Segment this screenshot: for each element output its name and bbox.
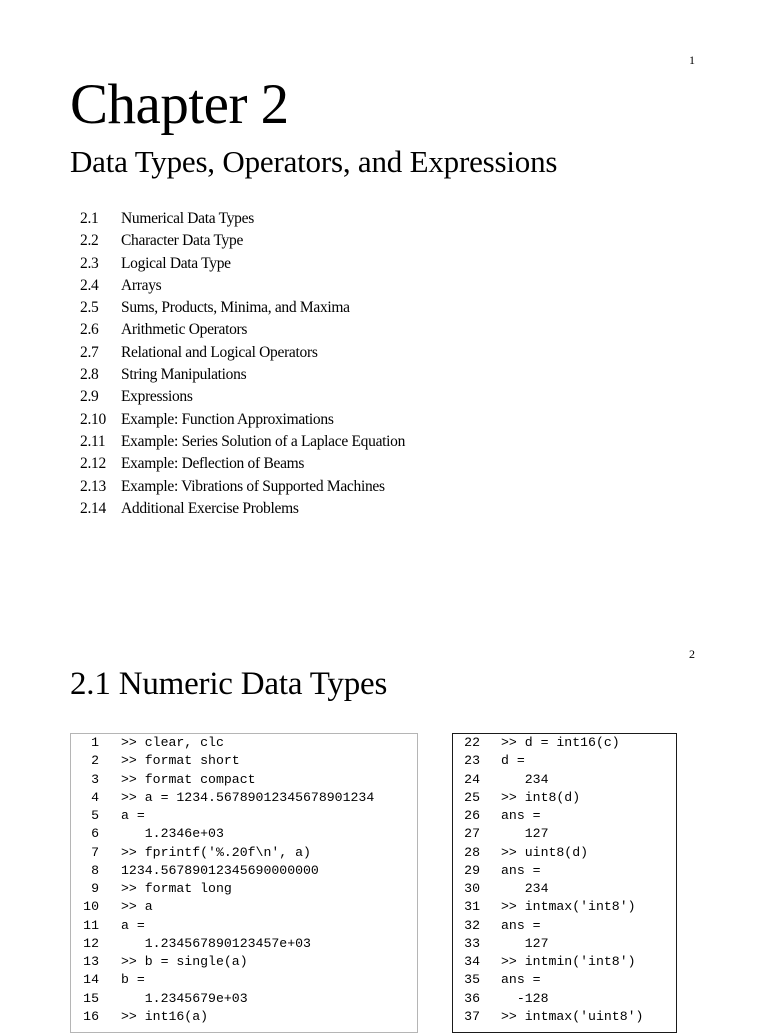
code-text: >> intmax('int8') xyxy=(501,899,636,915)
toc-item-number: 2.7 xyxy=(80,343,99,361)
line-number: 23 xyxy=(464,753,480,769)
line-number: 26 xyxy=(464,808,480,823)
line-number: 8 xyxy=(91,862,99,878)
line-number: 14 xyxy=(83,972,99,988)
line-number: 33 xyxy=(464,935,480,951)
toc-item-number: 2.10 xyxy=(80,410,106,428)
toc-item-number: 2.12 xyxy=(80,455,106,473)
code-line xyxy=(71,862,417,880)
chapter-subtitle: Data Types, Operators, and Expressions xyxy=(70,144,558,179)
toc-item xyxy=(80,386,405,408)
code-line xyxy=(453,953,676,971)
toc-item xyxy=(80,253,405,275)
code-line xyxy=(71,953,417,971)
code-line xyxy=(453,1008,676,1026)
toc-item xyxy=(80,342,405,364)
code-line xyxy=(71,935,417,953)
code-line xyxy=(71,844,417,862)
code-line xyxy=(453,752,676,770)
line-number: 16 xyxy=(83,1008,99,1024)
toc-item-title: Example: Deflection of Beams xyxy=(121,455,305,473)
toc-item xyxy=(80,319,405,341)
code-text: >> clear, clc xyxy=(121,735,224,750)
line-number: 7 xyxy=(91,844,99,860)
code-line xyxy=(453,935,676,953)
line-number: 30 xyxy=(464,881,480,896)
page-number: 1 xyxy=(689,53,695,67)
line-number: 25 xyxy=(464,789,480,805)
code-text: ans = xyxy=(501,917,541,933)
code-line xyxy=(71,971,417,989)
line-number: 10 xyxy=(83,899,99,915)
code-line xyxy=(71,807,417,825)
code-text: ans = xyxy=(501,972,541,988)
code-text: >> b = single(a) xyxy=(121,954,248,969)
toc-item-title: Example: Function Approximations xyxy=(121,410,334,428)
code-line xyxy=(453,971,676,989)
line-number: 34 xyxy=(464,954,480,969)
line-number: 32 xyxy=(464,917,480,933)
code-line xyxy=(453,990,676,1008)
code-text: ans = xyxy=(501,862,541,878)
toc-item-title: Example: Vibrations of Supported Machines xyxy=(121,477,385,495)
line-number: 24 xyxy=(464,771,480,787)
toc-item-number: 2.6 xyxy=(80,321,99,339)
code-text: a = xyxy=(121,917,145,933)
code-text: >> int8(d) xyxy=(501,789,581,805)
code-text: >> format compact xyxy=(121,771,256,787)
code-line xyxy=(71,825,417,843)
code-text: 234 xyxy=(501,881,549,896)
code-line xyxy=(71,771,417,789)
code-listing-left xyxy=(70,733,418,1033)
toc-item-title: Relational and Logical Operators xyxy=(121,343,318,361)
line-number: 29 xyxy=(464,862,480,878)
line-number: 22 xyxy=(464,735,480,750)
toc-item-number: 2.4 xyxy=(80,276,99,294)
code-text: d = xyxy=(501,753,525,769)
line-number: 31 xyxy=(464,899,480,915)
toc-item-title: Expressions xyxy=(121,388,193,406)
line-number: 27 xyxy=(464,826,480,842)
code-text: b = xyxy=(121,972,145,988)
code-text: >> format long xyxy=(121,881,232,896)
line-number: 12 xyxy=(83,935,99,951)
line-number: 5 xyxy=(91,808,99,823)
toc-item-number: 2.1 xyxy=(80,210,99,227)
code-text: >> int16(a) xyxy=(121,1008,209,1024)
toc-item xyxy=(80,208,405,230)
toc-item xyxy=(80,230,405,252)
line-number: 13 xyxy=(83,954,99,969)
page-number: 2 xyxy=(689,647,695,661)
toc-item-number: 2.9 xyxy=(80,388,99,406)
code-line xyxy=(71,917,417,935)
toc-item xyxy=(80,431,405,453)
code-text: >> uint8(d) xyxy=(501,844,589,860)
code-line xyxy=(453,862,676,880)
line-number: 37 xyxy=(464,1008,480,1024)
line-number: 2 xyxy=(91,753,99,769)
code-text: >> format short xyxy=(121,753,240,769)
line-number: 15 xyxy=(83,990,99,1006)
line-number: 28 xyxy=(464,844,480,860)
toc-item-title: Example: Series Solution of a Laplace Equation xyxy=(121,432,406,450)
toc-item-number: 2.2 xyxy=(80,232,99,250)
code-line xyxy=(71,1008,417,1026)
code-line xyxy=(453,807,676,825)
code-text: ans = xyxy=(501,808,541,823)
line-number: 9 xyxy=(91,881,99,896)
line-number: 6 xyxy=(91,826,99,842)
toc-item xyxy=(80,364,405,386)
line-number: 36 xyxy=(464,990,480,1006)
toc-item-number: 2.3 xyxy=(80,254,99,272)
code-line xyxy=(453,825,676,843)
toc-item xyxy=(80,498,405,520)
code-line xyxy=(453,917,676,935)
code-listing-right xyxy=(452,733,677,1033)
code-text: >> d = int16(c) xyxy=(501,735,620,750)
code-text: 234 xyxy=(501,771,549,787)
code-text: 1.2345679e+03 xyxy=(121,990,248,1006)
code-line xyxy=(71,734,417,752)
toc-item-number: 2.14 xyxy=(80,499,106,517)
toc-item xyxy=(80,297,405,319)
code-line xyxy=(71,752,417,770)
toc-item-title: Arrays xyxy=(121,276,162,294)
line-number: 11 xyxy=(83,917,99,933)
code-text: a = xyxy=(121,808,145,823)
toc-item-title: Numerical Data Types xyxy=(121,210,254,227)
code-text: -128 xyxy=(501,990,549,1006)
code-text: 1.234567890123457e+03 xyxy=(121,935,311,951)
code-line xyxy=(453,734,676,752)
toc-item xyxy=(80,453,405,475)
code-line xyxy=(71,990,417,1008)
code-text: 127 xyxy=(501,935,549,951)
code-text: >> fprintf('%.20f\n', a) xyxy=(121,844,311,860)
code-line xyxy=(71,898,417,916)
code-text: >> a = 1234.56789012345678901234 xyxy=(121,789,375,805)
code-line xyxy=(71,880,417,898)
toc-item-title: Logical Data Type xyxy=(121,254,231,272)
toc-item-number: 2.13 xyxy=(80,477,106,495)
code-line xyxy=(453,771,676,789)
table-of-contents xyxy=(80,208,405,520)
toc-item xyxy=(80,476,405,498)
line-number: 35 xyxy=(464,972,480,988)
line-number: 1 xyxy=(91,735,99,750)
toc-item xyxy=(80,409,405,431)
code-line xyxy=(453,789,676,807)
code-text: >> intmax('uint8') xyxy=(501,1008,644,1024)
code-text: >> a xyxy=(121,899,153,915)
code-text: 1234.56789012345690000000 xyxy=(121,862,319,878)
toc-item xyxy=(80,275,405,297)
toc-item-title: Sums, Products, Minima, and Maxima xyxy=(121,299,350,317)
code-text: 1.2346e+03 xyxy=(121,826,224,842)
toc-item-number: 2.8 xyxy=(80,366,99,384)
code-line xyxy=(453,880,676,898)
toc-item-title: Additional Exercise Problems xyxy=(121,499,299,517)
section-heading: 2.1 Numeric Data Types xyxy=(70,666,388,702)
toc-item-number: 2.11 xyxy=(80,432,106,450)
code-line xyxy=(453,898,676,916)
code-text: 127 xyxy=(501,826,549,842)
line-number: 4 xyxy=(91,789,99,805)
toc-item-title: Arithmetic Operators xyxy=(121,321,248,339)
toc-item-number: 2.5 xyxy=(80,299,99,317)
code-line xyxy=(71,789,417,807)
toc-item-title: String Manipulations xyxy=(121,366,247,384)
code-text: >> intmin('int8') xyxy=(501,954,636,969)
chapter-title: Chapter 2 xyxy=(70,73,289,136)
toc-item-title: Character Data Type xyxy=(121,232,244,250)
line-number: 3 xyxy=(91,771,99,787)
code-line xyxy=(453,844,676,862)
